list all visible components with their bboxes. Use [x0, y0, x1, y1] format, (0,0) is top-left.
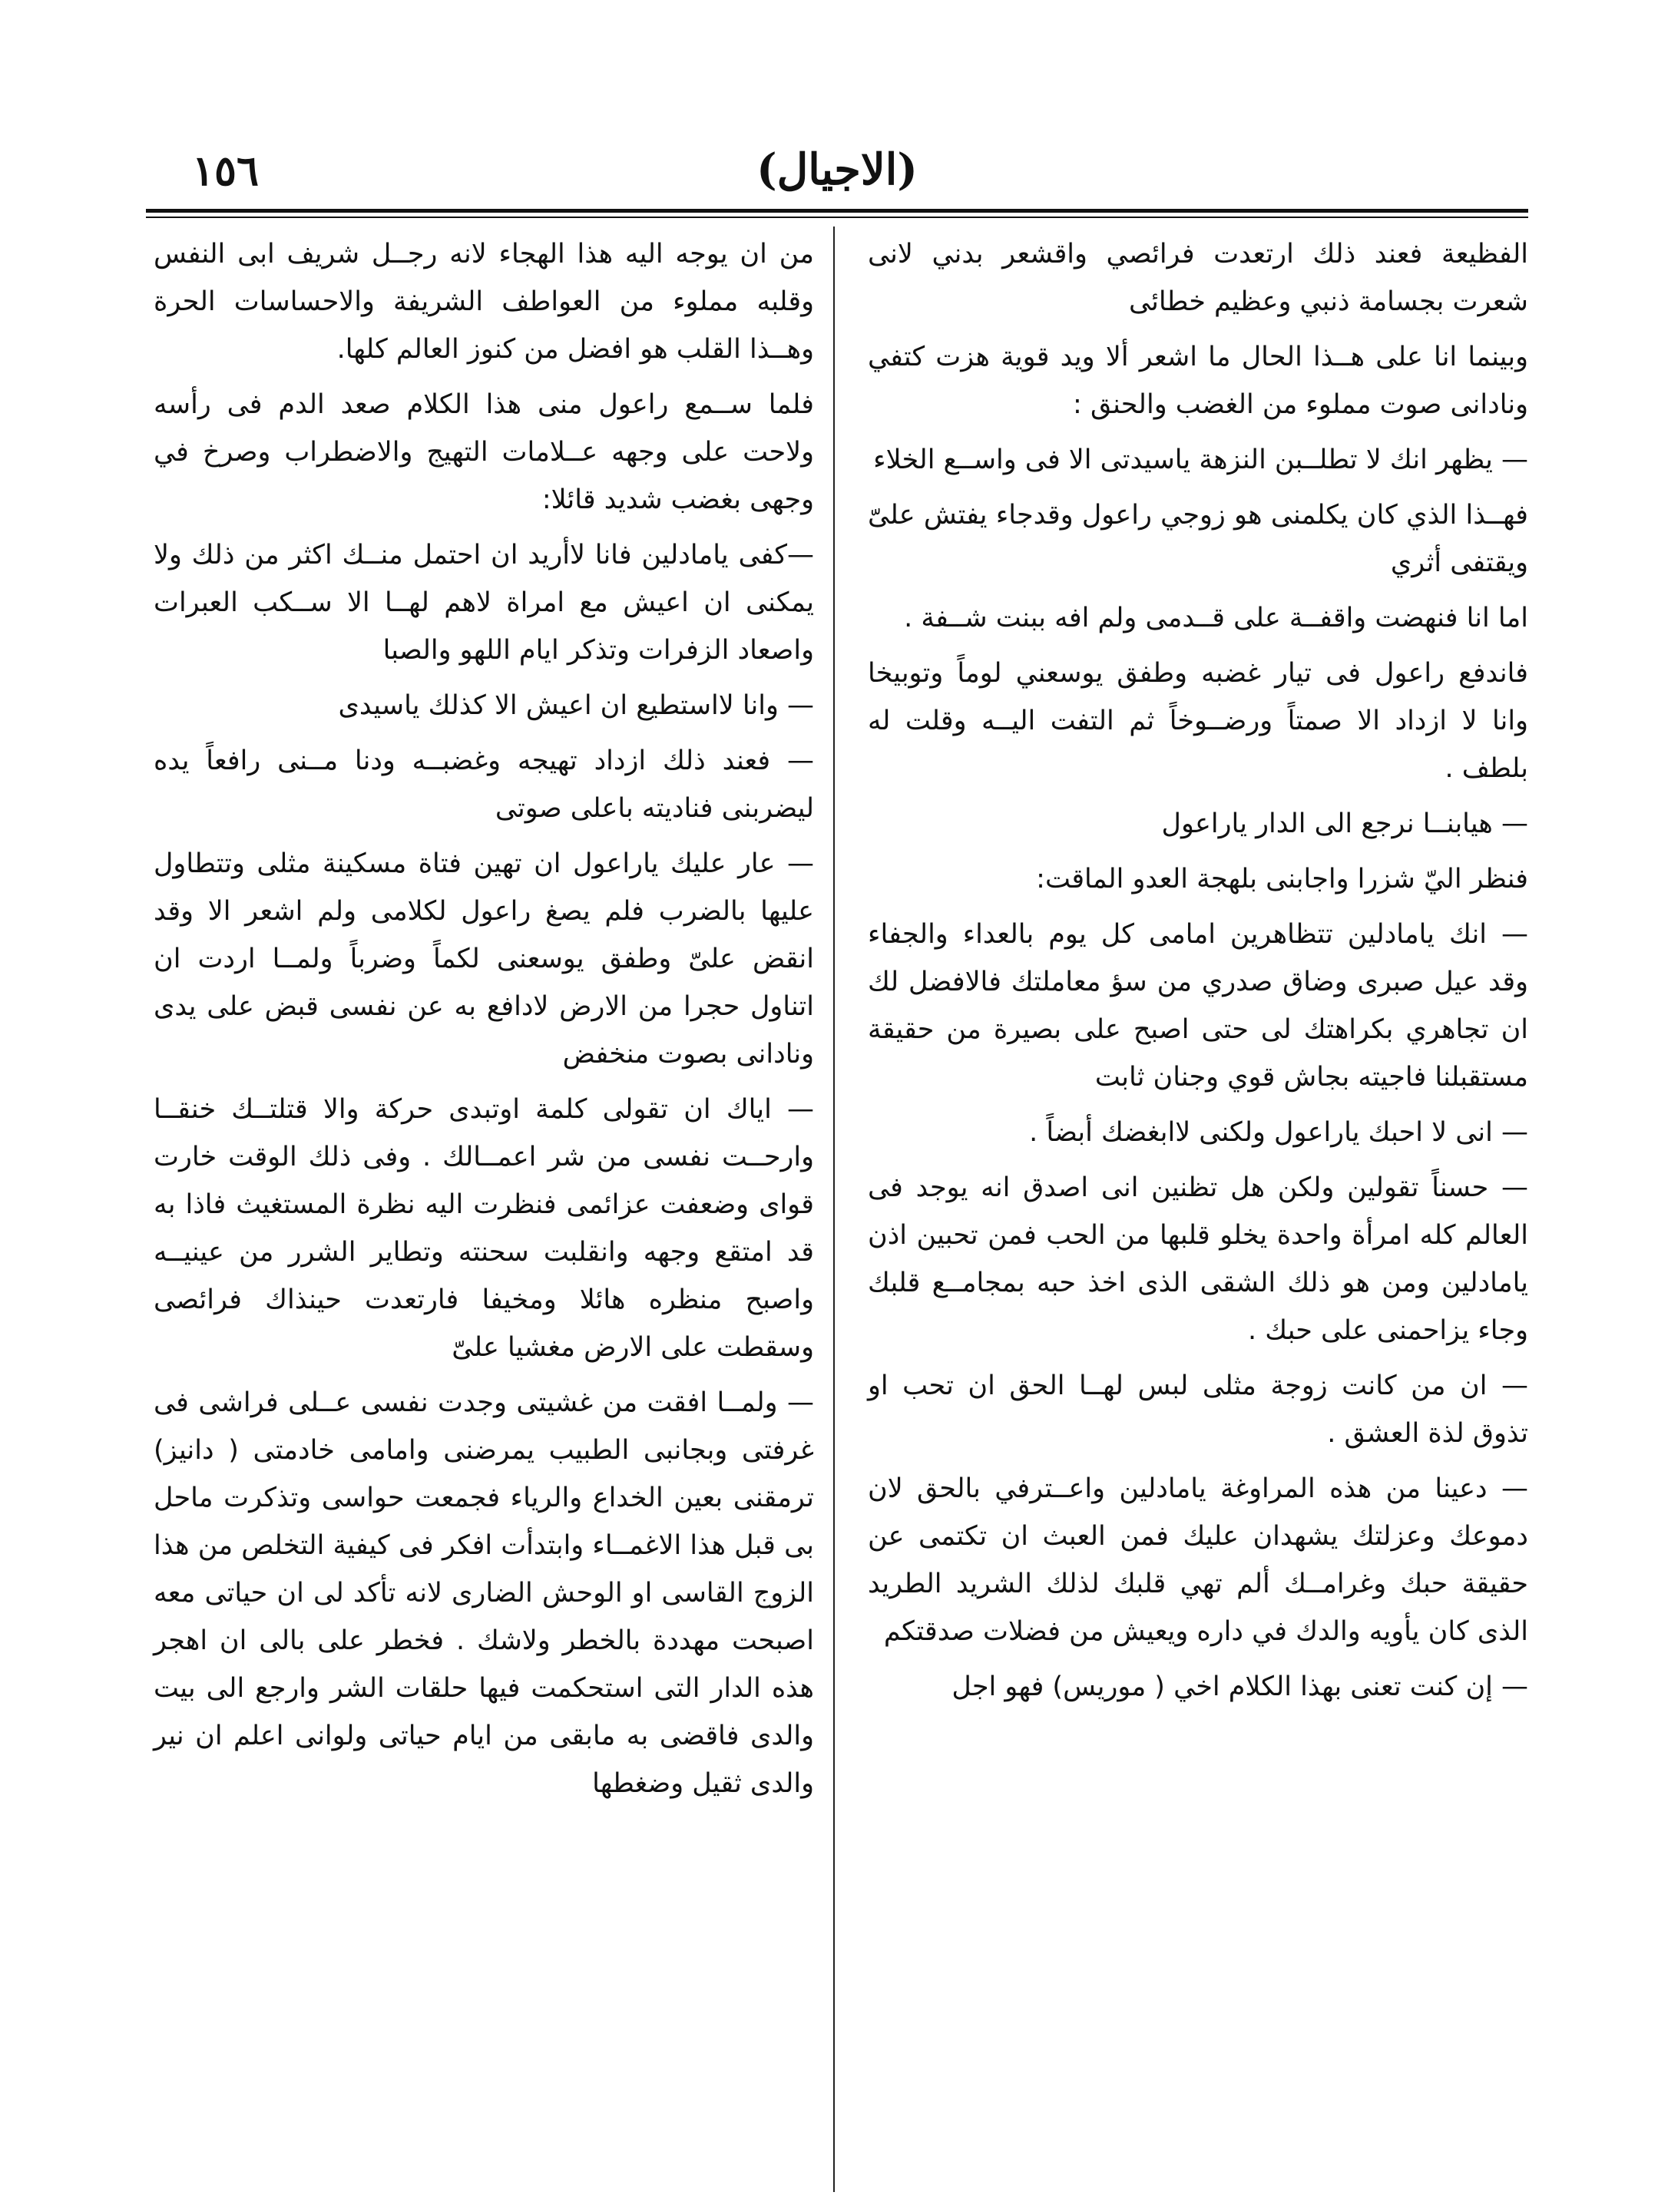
paragraph: — اياك ان تقولى كلمة اوتبدى حركة والا قتلتــك خنقــا وارحــت نفسى من شر اعمــالك . وفى ذلك الوقت خارت قواى وضعفت عزائمى فنظرت اليه نظرة المستغيث فاذا به قد امتقع وجهه وانقلبت سحنته وتطاير الشرر من عينيــه واصبح منظره هائلا ومخيفا فارتعدت حينذاك فرائصى وسقطت على الارض مغشيا علىّ [154, 1094, 814, 1363]
column-divider [833, 226, 835, 2192]
paragraph: — انك يامادلين تتظاهرين امامى كل يوم بالعداء والجفاء وقد عيل صبرى وضاق صدري من سؤ معاملتك فالافضل لك ان تجاهري بكراهتك لى حتى اصبح على بصيرة من حقيقة مستقبلنا فاجيته بجاش قوي وجنان ثابت [868, 919, 1528, 1093]
left-column [154, 230, 814, 1815]
paragraph: فاندفع راعول فى تيار غضبه وطفق يوسعني لوماً وتوبيخا وانا لا ازداد الا صمتاً ورضــوخاً ثم التفت اليــه وقلت له بلطف . [868, 658, 1528, 784]
right-column [868, 230, 1528, 1718]
paragraph: اما انا فنهضت واقفــة على قــدمى ولم افه ببنت شــفة . [904, 603, 1528, 633]
paragraph: فهــذا الذي كان يكلمنى هو زوجي راعول وقدجاء يفتش علىّ ويقتفى أثري [868, 500, 1528, 578]
paragraph: — وانا لااستطيع ان اعيش الا كذلك ياسيدى [338, 690, 814, 721]
paragraph: — دعينا من هذه المراوغة يامادلين واعــترفي بالحق لان دموعك وعزلتك يشهدان عليك فمن العبث ان تكتمى عن حقيقة حبك وغرامــك ألم تهي قلبك لذلك الشريد الطريد الذى كان يأويه والدك في داره ويعيش من فضلات صدقتكم [868, 1473, 1528, 1647]
paragraph: وبينما انا على هــذا الحال ما اشعر ألا ويد قوية هزت كتفي ونادانى صوت مملوء من الغضب والحنق : [868, 342, 1528, 420]
paragraph: — انى لا احبك ياراعول ولكنى لاابغضك أبضاً . [1029, 1117, 1528, 1148]
paragraph: — عار عليك ياراعول ان تهين فتاة مسكينة مثلى وتتطاول عليها بالضرب فلم يصغ راعول لكلامى ولم اشعر الا وقد انقض علىّ وطفق يوسعنى لكماً وضرباً ولمــا اردت ان اتناول حجرا من الارض لادافع به عن نفسى قبض على يدى ونادانى بصوت منخفض [154, 848, 814, 1070]
page-number: ١٥٦ [192, 146, 260, 195]
paragraph: الفظيعة فعند ذلك ارتعدت فرائصي واقشعر بدني لانى شعرت بجسامة ذنبي وعظيم خطائى [868, 239, 1528, 317]
paragraph: — ان من كانت زوجة مثلى لبس لهــا الحق ان تحب او تذوق لذة العشق . [868, 1371, 1528, 1449]
paragraph: — إن كنت تعنى بهذا الكلام اخي ( موريس) فهو اجل [951, 1671, 1528, 1702]
paragraph: فنظر اليّ شزرا واجابنى بلهجة العدو الماقت: [1036, 864, 1528, 894]
header-rule-thin [146, 217, 1528, 218]
paragraph: — يظهر انك لا تطلــبن النزهة ياسيدتى الا فى واســع الخلاء [873, 445, 1528, 475]
paragraph: فلما ســمع راعول منى هذا الكلام صعد الدم فى رأسه ولاحت على وجهه عــلامات التهيج والاضطراب وصرخ في وجهى بغضب شديد قائلا: [154, 389, 814, 515]
page-header [146, 131, 1528, 200]
paragraph: — فعند ذلك ازداد تهيجه وغضبــه ودنا مــنى رافعاً يده ليضربنى فناديته باعلى صوتى [154, 746, 814, 824]
paragraph: — حسناً تقولين ولكن هل تظنين انى اصدق انه يوجد فى العالم كله امرأة واحدة يخلو قلبها من الحب فمن تحبين اذن يامادلين ومن هو ذلك الشقى الذى اخذ حبه بمجامــع قلبك وجاء يزاحمنى على حبك . [868, 1172, 1528, 1346]
paragraph: — هيابنــا نرجع الى الدار ياراعول [1161, 808, 1528, 839]
journal-title: (الاجيال) [756, 144, 918, 195]
paragraph: — ولمــا افقت من غشيتى وجدت نفسى عــلى فراشى فى غرفتى وبجانبى الطبيب يمرضنى وامامى خادمتى ( دانيز) ترمقنى بعين الخداع والرياء فجمعت حواسى وتذكرت ماحل بى قبل هذا الاغمــاء وابتدأت افكر فى كيفية التخلص من هذا الزوج القاسى او الوحش الضارى لانه تأكد لى ان حياتى معه اصبحت مهددة بالخطر ولاشك . فخطر على بالى ان اهجر هذه الدار التى استحكمت فيها حلقات الشر وارجع الى بيت والدى فاقضى به مابقى من ايام حياتى ولوانى اعلم ان نير والدى ثقيل وضغطها [154, 1387, 814, 1799]
paragraph: من ان يوجه اليه هذا الهجاء لانه رجــل شريف ابى النفس وقلبه مملوء من العواطف الشريفة والاحساسات الحرة وهــذا القلب هو افضل من كنوز العالم كلها. [154, 239, 814, 365]
paragraph: —كفى يامادلين فانا لاأريد ان احتمل منــك اكثر من ذلك ولا يمكنى ان اعيش مع امراة لاهم لهــا الا ســكب العبرات واصعاد الزفرات وتذكر ايام اللهو والصبا [154, 540, 814, 666]
header-rule-thick [146, 209, 1528, 213]
